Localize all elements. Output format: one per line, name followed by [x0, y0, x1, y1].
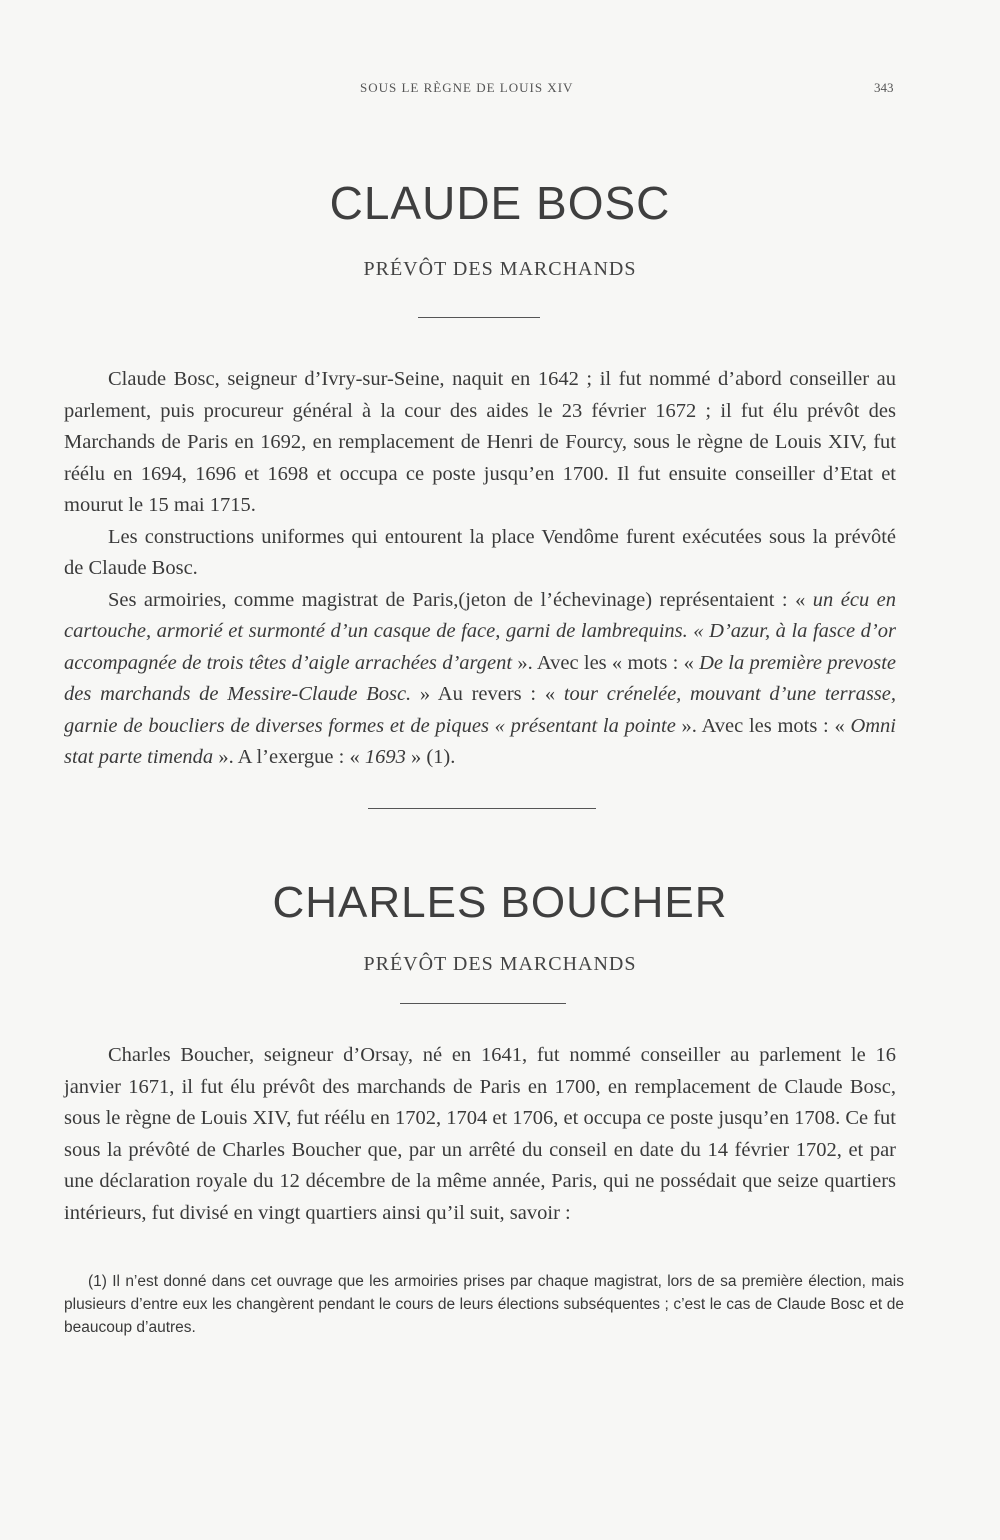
page-number: 343 [874, 80, 894, 95]
entry-title-claude-bosc: CLAUDE BOSC [329, 177, 671, 229]
running-head [0, 80, 1000, 100]
section-separator-rule [368, 808, 596, 809]
entry-subtitle-charles-boucher: PRÉVÔT DES MARCHANDS [363, 953, 637, 975]
title-rule [418, 317, 540, 318]
entry-title-charles-boucher: CHARLES BOUCHER [272, 878, 728, 927]
footnote [64, 1270, 904, 1339]
entry-body-charles-boucher [64, 1040, 896, 1229]
entry-body-claude-bosc [64, 364, 896, 774]
footnote-text: (1) Il n’est donné dans cet ouvrage que les armoiries prises par chaque magistrat, lors de sa première élection, mais plusieurs d’entre eux les changèrent pendant le cours de leurs élections subséquentes ; c’est le cas de Claude Bosc et de beaucoup d’autres. [64, 1273, 904, 1336]
paragraph-biography: Claude Bosc, seigneur d’Ivry-sur-Seine, naquit en 1642 ; il fut nommé d’abord conseiller au parlement, puis procureur général à la cour des aides le 23 février 1672 ; il fut élu prévôt des Marchands de Paris en 1692, en remplacement de Henri de Fourcy, sous le règne de Louis XIV, fut réélu en 1694, 1696 et 1698 et occupa ce poste jusqu’en 1700. Il fut ensuite conseiller d’Etat et mourut le 15 mai 1715. [64, 368, 896, 516]
paragraph-place-vendome: Les constructions uniformes qui entourent la place Vendôme furent exécutées sous la prévôté de Claude Bosc. [64, 525, 896, 579]
paragraph-armoiries: Ses armoiries, comme magistrat de Paris,(jeton de l’échevinage) représentaient : « un écu en cartouche, armorié et surmonté d’un casque de face, garni de lambrequins. « D’azur, à la fasce d’or accompagnée de trois têtes d’aigle arrachées d’argent ». Avec les « mots : « De la première prevoste des marchands de Messire-Claude Bosc. » Au revers : « tour crénelée, mouvant d’une terrasse, garnie de boucliers de diverses formes et de piques « présentant la pointe ». Avec les mots : « Omni stat parte timenda ». A l’exergue : « 1693 » (1). [64, 588, 897, 768]
running-title: SOUS LE RÈGNE DE LOUIS XIV [360, 80, 574, 95]
title-rule [400, 1003, 566, 1004]
paragraph-biography: Charles Boucher, seigneur d’Orsay, né en 1641, fut nommé conseiller au parlement le 16 janvier 1671, il fut élu prévôt des marchands de Paris en 1700, en remplacement de Claude Bosc, sous le règne de Louis XIV, fut réélu en 1702, 1704 et 1706, et occupa ce poste jusqu’en 1708. Ce fut sous la prévôté de Charles Boucher que, par un arrêté du conseil en date du 14 février 1702, et par une déclaration royale du 12 décembre de la même année, Paris, qui ne possédait que seize quartiers intérieurs, fut divisé en vingt quartiers ainsi qu’il suit, savoir : [64, 1044, 896, 1224]
entry-subtitle-claude-bosc: PRÉVÔT DES MARCHANDS [363, 258, 637, 280]
